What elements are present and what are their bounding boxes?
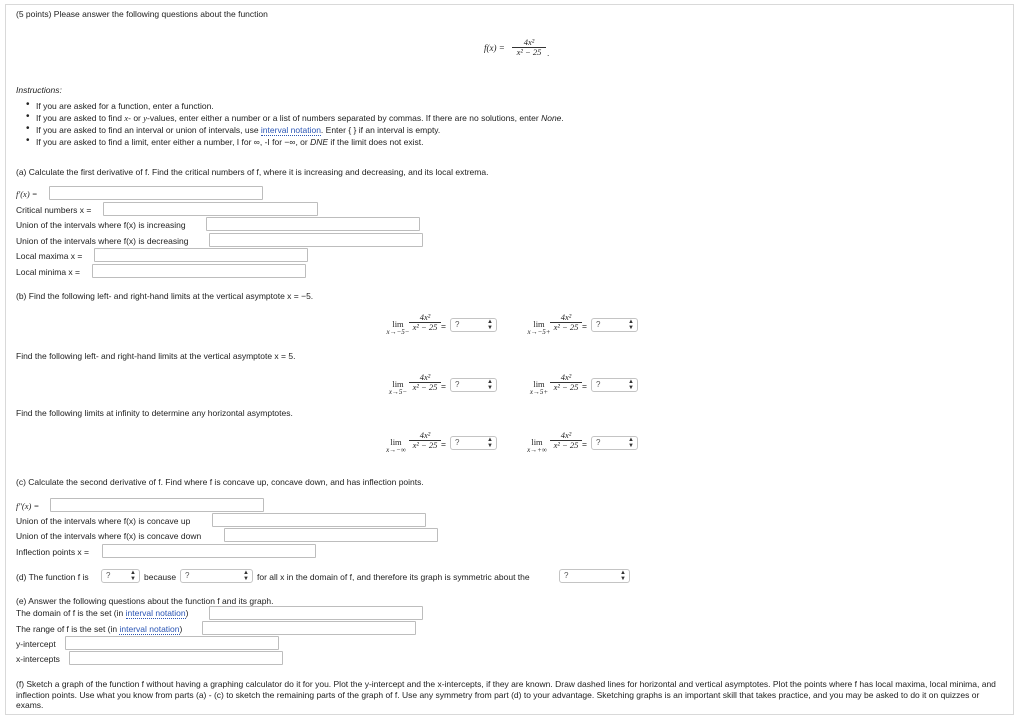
instruction-item: • If you are asked for a function, enter a function. — [36, 101, 214, 111]
limit-expression: lim x→−5− — [386, 319, 410, 336]
because-label: because — [144, 572, 177, 582]
limit-expression: lim x→−5+ — [527, 319, 551, 336]
minima-label: Local minima x = — [16, 267, 81, 277]
y-intercept-input[interactable] — [65, 636, 279, 650]
limit-expression: lim x→+∞ — [527, 437, 547, 454]
domain-input[interactable] — [209, 606, 423, 620]
part-b-prompt-1: (b) Find the following left- and right-hand limits at the vertical asymptote x = −5. — [16, 291, 314, 301]
function-lhs: f(x) = — [484, 43, 505, 53]
concave-up-label: Union of the intervals where f(x) is concave up — [16, 516, 191, 526]
part-f-text: (f) Sketch a graph of the function f without having a graphing calculator do it for you. Plot the y-intercept and the x-intercepts, if they are known. Draw dashed lines for horizontal and vertical asymptotes. Plot the points where f has local maxima, local minima, and inflection points. Use what you know from parts (a) - (c) to sketch the remaining parts of the graph of f. Use any symmetry from part (d) to your advantage. Sketching graphs is an important skill that takes practice, and you may be asked to do it on quizzes or exams. — [16, 679, 996, 710]
inflection-input[interactable] — [102, 544, 316, 558]
concave-down-label: Union of the intervals where f(x) is concave down — [16, 531, 202, 541]
critical-label: Critical numbers x = — [16, 205, 92, 215]
fdouble-input[interactable] — [50, 498, 264, 512]
limit-select[interactable]: ? ▲ ▼ — [591, 436, 638, 450]
part-b-prompt-3: Find the following limits at infinity to determine any horizontal asymptotes. — [16, 408, 293, 418]
select-arrows-icon: ▲ ▼ — [620, 570, 626, 582]
fprime-input[interactable] — [49, 186, 263, 200]
minima-input[interactable] — [92, 264, 306, 278]
select-arrows-icon: ▲ ▼ — [628, 319, 634, 331]
equals-sign: = — [441, 439, 446, 449]
select-arrows-icon: ▲ ▼ — [243, 570, 249, 582]
critical-input[interactable] — [103, 202, 318, 216]
decreasing-input[interactable] — [209, 233, 423, 247]
limit-fraction: $\frac{\text{4x²}}{\text{x² − 25}}$ — [409, 431, 441, 450]
limit-fraction: $\frac{\text{4x²}}{\text{x² − 25}}$ — [409, 313, 441, 332]
function-denominator: x² − 25 — [512, 47, 546, 57]
select-arrows-icon: ▲ ▼ — [487, 437, 493, 449]
select-arrows-icon: ▲ ▼ — [487, 319, 493, 331]
limit-fraction: $\frac{\text{4x²}}{\text{x² − 25}}$ — [550, 313, 582, 332]
limit-select[interactable]: ? ▲ ▼ — [591, 378, 638, 392]
part-d-for-all: for all x in the domain of f, and therefore its graph is symmetric about the — [257, 572, 530, 582]
concave-down-input[interactable] — [224, 528, 438, 542]
x-intercepts-label: x-intercepts — [16, 654, 60, 664]
part-d-prefix: (d) The function f is — [16, 572, 89, 582]
domain-label: The domain of f is the set (in interval notation) — [16, 608, 189, 618]
equals-sign: = — [582, 381, 587, 391]
part-a-prompt: (a) Calculate the first derivative of f. Find the critical numbers of f, where it is increasing and decreasing, and its local extrema. — [16, 167, 489, 177]
parity-select[interactable]: ? ▲ ▼ — [101, 569, 140, 583]
interval-notation-link[interactable]: interval notation — [119, 624, 180, 634]
instruction-item: • If you are asked to find a limit, enter either a number, I for ∞, -I for −∞, or DNE if the limit does not exist. — [36, 137, 423, 147]
interval-notation-link[interactable]: interval notation — [125, 608, 186, 618]
limit-fraction: $\frac{\text{4x²}}{\text{x² − 25}}$ — [550, 373, 582, 392]
limit-expression: lim x→−∞ — [386, 437, 406, 454]
limit-select[interactable]: ? ▲ ▼ — [450, 318, 497, 332]
select-arrows-icon: ▲ ▼ — [628, 437, 634, 449]
limit-expression: lim x→5+ — [529, 379, 549, 396]
part-e-prompt: (e) Answer the following questions about the function f and its graph. — [16, 596, 274, 606]
limit-select[interactable]: ? ▲ ▼ — [450, 378, 497, 392]
function-numerator: 4x² — [523, 37, 535, 47]
concave-up-input[interactable] — [212, 513, 426, 527]
equals-sign: = — [441, 381, 446, 391]
y-intercept-label: y-intercept — [16, 639, 56, 649]
select-arrows-icon: ▲ ▼ — [130, 570, 136, 582]
part-c-prompt: (c) Calculate the second derivative of f. Find where f is concave up, concave down, and has inflection points. — [16, 477, 424, 487]
limit-fraction: $\frac{\text{4x²}}{\text{x² − 25}}$ — [409, 373, 441, 392]
x-intercepts-input[interactable] — [69, 651, 283, 665]
equals-sign: = — [441, 321, 446, 331]
because-select[interactable]: ? ▲ ▼ — [180, 569, 253, 583]
select-arrows-icon: ▲ ▼ — [628, 379, 634, 391]
interval-notation-link[interactable]: interval notation — [260, 125, 321, 135]
limit-select[interactable]: ? ▲ ▼ — [450, 436, 497, 450]
symmetry-select[interactable]: ? ▲ ▼ — [559, 569, 630, 583]
select-arrows-icon: ▲ ▼ — [487, 379, 493, 391]
increasing-input[interactable] — [206, 217, 420, 231]
part-b-prompt-2: Find the following left- and right-hand limits at the vertical asymptote x = 5. — [16, 351, 296, 361]
maxima-label: Local maxima x = — [16, 251, 83, 261]
fprime-label: f′(x) = — [16, 189, 38, 199]
range-input[interactable] — [202, 621, 416, 635]
fdouble-label: f″(x) = — [16, 501, 40, 511]
limit-expression: lim x→5− — [388, 379, 408, 396]
limit-select[interactable]: ? ▲ ▼ — [591, 318, 638, 332]
equals-sign: = — [582, 439, 587, 449]
decreasing-label: Union of the intervals where f(x) is decreasing — [16, 236, 189, 246]
range-label: The range of f is the set (in interval notation) — [16, 624, 183, 634]
maxima-input[interactable] — [94, 248, 308, 262]
instructions-title: Instructions: — [16, 85, 62, 95]
equals-sign: = — [582, 321, 587, 331]
problem-header: (5 points) Please answer the following questions about the function — [16, 9, 268, 19]
instruction-item: • If you are asked to find an interval or union of intervals, use interval notation. Enter { } if an interval is empty. — [36, 125, 440, 135]
increasing-label: Union of the intervals where f(x) is increasing — [16, 220, 186, 230]
instruction-item: • If you are asked to find x- or y-values, enter either a number or a list of numbers separated by commas. If there are no solutions, enter None. — [36, 113, 564, 123]
limit-fraction: $\frac{\text{4x²}}{\text{x² − 25}}$ — [550, 431, 582, 450]
function-fraction — [512, 38, 546, 57]
inflection-label: Inflection points x = — [16, 547, 90, 557]
function-period: . — [547, 48, 550, 58]
